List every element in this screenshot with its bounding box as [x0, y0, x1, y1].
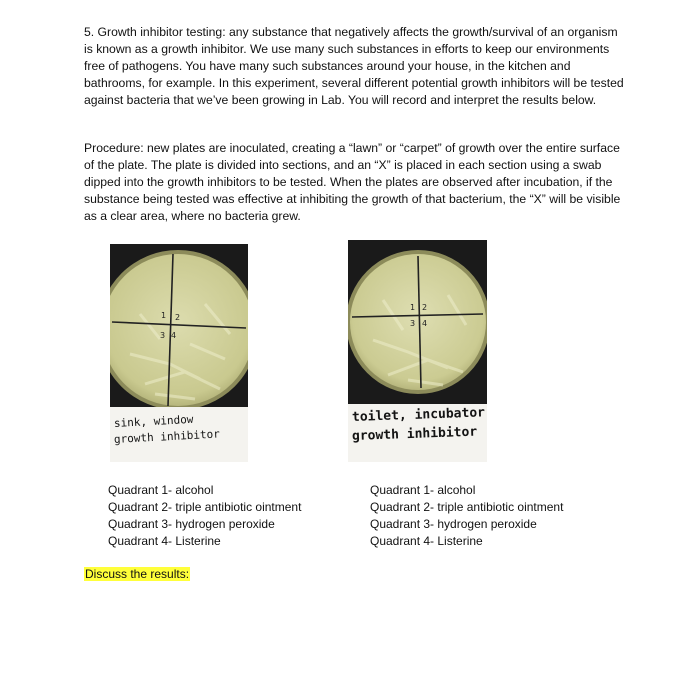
plate-caption-card — [110, 407, 248, 462]
plate-label: 4 — [422, 319, 428, 328]
procedure-paragraph: Procedure: new plates are inoculated, creating a “lawn” or “carpet” of growth over the entire surface of the plate. The plate is divided into sections, and an “X” is placed in each section using a swab dipped into the growth inhibitors to be tested. When the plates are observed after incubation, if the substance being tested was effective at inhibiting the growth of that bacterium, the “X” will be visible as a clear area, where no bacteria grew. — [84, 141, 621, 223]
plate-label: 3 — [410, 319, 416, 328]
plate-label: 3 — [160, 331, 166, 340]
plate-caption-card — [348, 404, 487, 462]
quadrant-item: Quadrant 4- Listerine — [370, 534, 483, 548]
plate-label: 1 — [161, 311, 167, 320]
plate-caption-line1: toilet, incubator — [351, 405, 486, 425]
quadrant-item: Quadrant 3- hydrogen peroxide — [108, 517, 275, 531]
quadrant-item: Quadrant 1- alcohol — [108, 483, 214, 497]
plate-label: 1 — [410, 303, 416, 312]
quadrant-item: Quadrant 2- triple antibiotic ointment — [370, 500, 564, 514]
plate-label: 2 — [175, 313, 181, 322]
quadrant-item: Quadrant 3- hydrogen peroxide — [370, 517, 537, 531]
plate-caption-line1: sink, window — [113, 412, 194, 430]
plate-caption-line2: growth inhibitor — [113, 427, 221, 446]
discuss-results-prompt: Discuss the results: — [85, 567, 190, 581]
quadrant-item: Quadrant 4- Listerine — [108, 534, 221, 548]
quadrant-item: Quadrant 1- alcohol — [370, 483, 476, 497]
plate-photo-right — [348, 240, 487, 462]
plate-label: 2 — [422, 303, 428, 312]
quadrant-item: Quadrant 2- triple antibiotic ointment — [108, 500, 302, 514]
quadrant-list-right — [370, 482, 563, 550]
plate-caption-line2: growth inhibitor — [351, 424, 478, 444]
plate-label: 4 — [171, 331, 177, 340]
intro-paragraph: 5. Growth inhibitor testing: any substance that negatively affects the growth/survival of an organism is known as a growth inhibitor. We use many such substances in efforts to keep our environments free of pathogens. You have many such substances around your house, in the kitchen and bathrooms, for example. In this experiment, several different potential growth inhibitors will be tested against bacteria that we’ve been growing in Lab. You will record and interpret the results below. — [84, 25, 624, 107]
plate-photo-left — [110, 244, 248, 462]
quadrant-list-left — [108, 482, 301, 550]
